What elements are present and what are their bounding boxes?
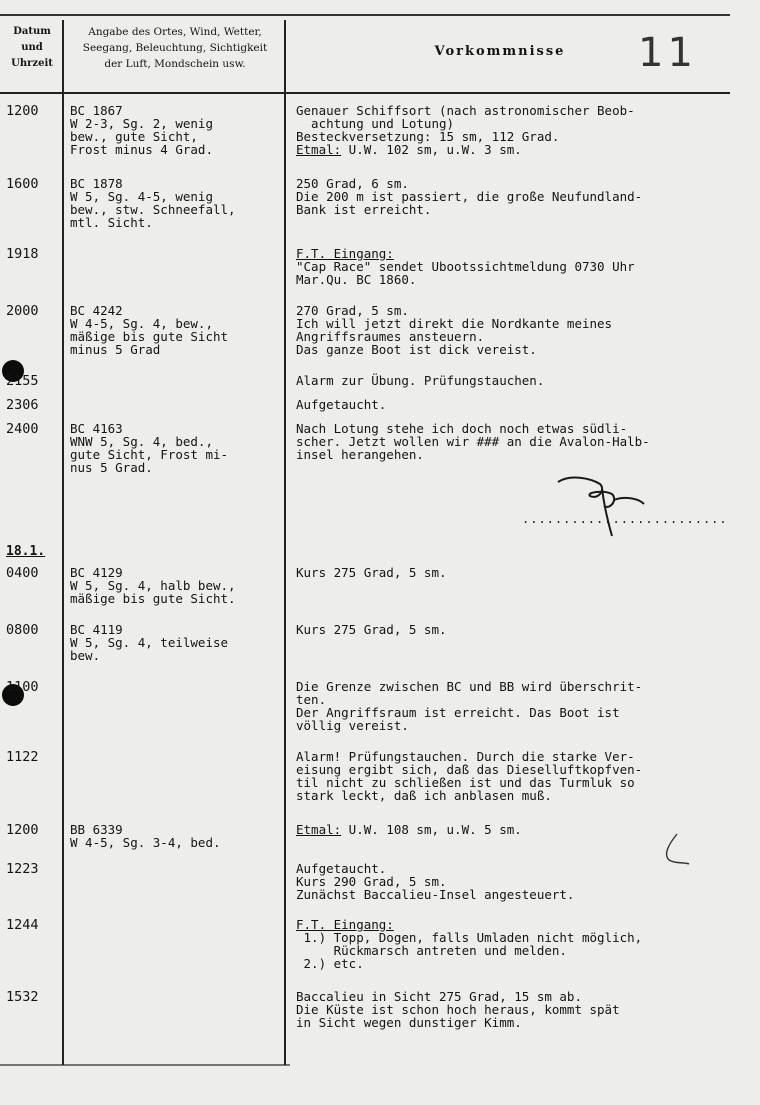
entry-events — [296, 104, 746, 156]
commander-signature — [520, 470, 660, 540]
entry-time: 1223 — [6, 861, 39, 877]
entry-place: BC 4163 WNW 5, Sg. 4, bed., gute Sicht, Frost mi- nus 5 Grad. — [70, 421, 229, 475]
entry-time: 1100 — [6, 679, 39, 695]
ft-eingang-label: F.T. Eingang: — [296, 917, 394, 932]
entry-time: 1532 — [6, 989, 39, 1005]
entry-events: Aufgetaucht. Kurs 290 Grad, 5 sm. Zunächst Baccalieu-Insel angesteuert. — [296, 861, 575, 902]
column-divider-date — [62, 20, 64, 1065]
entry-events: Baccalieu in Sicht 275 Grad, 15 sm ab. Die Küste ist schon hoch heraus, kommt spät in Sicht wegen dunstiger Kimm. — [296, 989, 620, 1030]
entry-time: 1244 — [6, 917, 39, 933]
date-column-header: Datum und Uhrzeit — [11, 26, 53, 69]
entry-time: 2000 — [6, 303, 39, 319]
header-rule — [0, 92, 730, 94]
entry-events: Alarm! Prüfungstauchen. Durch die starke Ver- eisung ergibt sich, daß das Dieselluftkopfven- til nicht zu schließen ist und das Turmluk so stark leckt, daß ich anblasen muß. — [296, 749, 643, 803]
entry-events-tail: U.W. 102 sm, u.W. 3 sm. — [341, 142, 522, 157]
entry-time: 1122 — [6, 749, 39, 765]
entry-time: 0400 — [6, 565, 39, 581]
entry-place: BC 4119 W 5, Sg. 4, teilweise bew. — [70, 622, 229, 663]
entry-time: 2155 — [6, 373, 39, 389]
entry-events-lead: Genauer Schiffsort (nach astronomischer Beob- achtung und Lotung) Besteckversetzung: 15 sm, 112 Grad. — [296, 103, 635, 144]
entry-events: 270 Grad, 5 sm. Ich will jetzt direkt die Nordkante meines Angriffsraumes ansteuern. Das ganze Boot ist dick vereist. — [296, 303, 613, 357]
page-number: 11 — [638, 30, 697, 76]
entry-events: Aufgetaucht. — [296, 397, 387, 412]
entry-events-tail: "Cap Race" sendet Ubootssichtmeldung 0730 Uhr Mar.Qu. BC 1860. — [296, 259, 635, 287]
entry-events: Kurs 275 Grad, 5 sm. — [296, 565, 447, 580]
entry-place: BC 4129 W 5, Sg. 4, halb bew., mäßige bis gute Sicht. — [70, 565, 236, 606]
entry-events — [296, 247, 746, 286]
entry-time: 1918 — [6, 246, 39, 262]
entry-place: BC 4242 W 4-5, Sg. 4, bew., mäßige bis gute Sicht minus 5 Grad — [70, 303, 229, 357]
entry-events: Alarm zur Übung. Prüfungstauchen. — [296, 373, 545, 388]
entry-place: BC 1867 W 2-3, Sg. 2, wenig bew., gute Sicht, Frost minus 4 Grad. — [70, 103, 213, 157]
date-marker: 18.1. — [6, 544, 46, 559]
etmal-label: Etmal: — [296, 822, 342, 837]
pen-mark — [655, 830, 695, 870]
entry-events — [296, 918, 746, 970]
entry-time: 1600 — [6, 176, 39, 192]
place-column-header: Angabe des Ortes, Wind, Wetter, Seegang, Beleuchtung, Sichtigkeit der Luft, Mondschein usw. — [82, 26, 268, 70]
top-rule — [0, 14, 730, 16]
entry-time: 2306 — [6, 397, 39, 413]
entry-events: Nach Lotung stehe ich doch noch etwas südli- scher. Jetzt wollen wir ### an die Avalon-Halb- insel herangehen. — [296, 421, 650, 462]
entry-events-tail: 1.) Topp, Dogen, falls Umladen nicht möglich, Rückmarsch antreten und melden. 2.) etc. — [303, 930, 643, 971]
bottom-rule — [0, 1064, 290, 1066]
entry-events: Die Grenze zwischen BC und BB wird überschrit- ten. Der Angriffsraum ist erreicht. Das Boot ist völlig vereist. — [296, 679, 643, 733]
entry-place: BC 1878 W 5, Sg. 4-5, wenig bew., stw. Schneefall, mtl. Sicht. — [70, 176, 236, 230]
etmal-label: Etmal: — [296, 142, 342, 157]
ft-eingang-label: F.T. Eingang: — [296, 246, 394, 261]
entry-time: 1200 — [6, 822, 39, 838]
entry-time: 2400 — [6, 421, 39, 437]
events-column-header: Vorkommnisse — [434, 44, 566, 59]
entry-place: BB 6339 W 4-5, Sg. 3-4, bed. — [70, 822, 221, 850]
entry-time: 1200 — [6, 103, 39, 119]
entry-events: 250 Grad, 6 sm. Die 200 m ist passiert, die große Neufundland- Bank ist erreicht. — [296, 176, 643, 217]
entry-events: Kurs 275 Grad, 5 sm. — [296, 622, 447, 637]
entry-events-tail: U.W. 108 sm, u.W. 5 sm. — [341, 822, 522, 837]
signature-line: ......................... — [522, 512, 728, 526]
entry-time: 0800 — [6, 622, 39, 638]
